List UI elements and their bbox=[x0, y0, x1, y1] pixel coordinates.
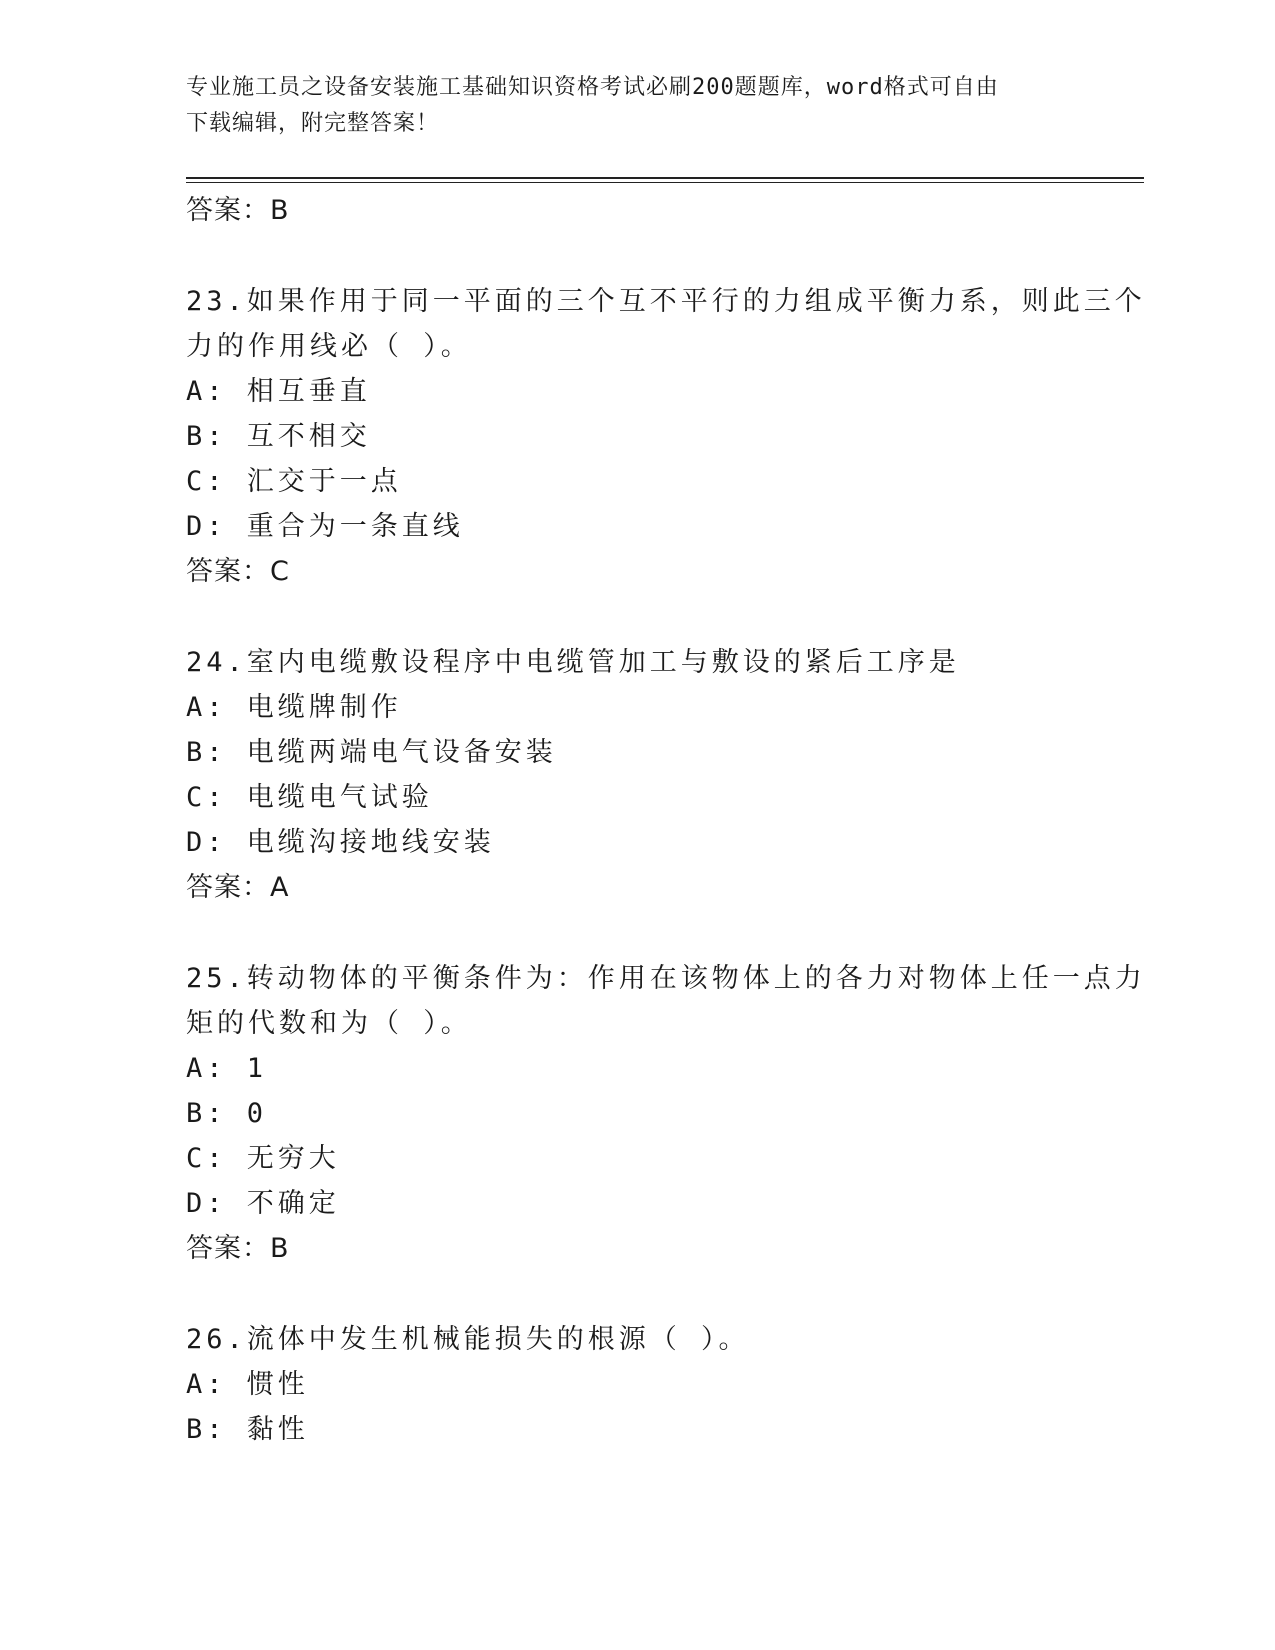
option-c: C: 无穷大 bbox=[186, 1143, 340, 1174]
question-25 bbox=[186, 956, 1146, 1271]
spacer bbox=[186, 1271, 1066, 1317]
previous-answer: 答案：B bbox=[186, 195, 290, 226]
question-text-line: 23.如果作用于同一平面的三个互不平行的力组成平衡力系，则此三个 bbox=[186, 286, 1146, 317]
question-text-line: 25.转动物体的平衡条件为：作用在该物体上的各力对物体上任一点力 bbox=[186, 963, 1146, 994]
option-a: A: 1 bbox=[186, 1053, 268, 1084]
header-line-2: 下载编辑，附完整答案！ bbox=[186, 111, 440, 136]
document-header bbox=[186, 70, 1066, 142]
question-24 bbox=[186, 640, 1066, 910]
question-text-line: 24.室内电缆敷设程序中电缆管加工与敷设的紧后工序是 bbox=[186, 647, 960, 678]
answer: 答案：A bbox=[186, 872, 290, 903]
header-divider-thin bbox=[186, 182, 1144, 183]
option-d: D: 不确定 bbox=[186, 1188, 340, 1219]
answer: 答案：B bbox=[186, 1233, 290, 1264]
spacer bbox=[186, 910, 1066, 956]
question-list bbox=[186, 188, 1146, 1452]
header-divider-thick bbox=[186, 177, 1144, 179]
option-a: A: 电缆牌制作 bbox=[186, 692, 402, 723]
option-d: D: 电缆沟接地线安装 bbox=[186, 827, 495, 858]
header-line-1: 专业施工员之设备安装施工基础知识资格考试必刷200题题库，word格式可自由 bbox=[186, 75, 999, 100]
question-text-line: 矩的代数和为（ ）。 bbox=[186, 1008, 472, 1039]
option-b: B: 互不相交 bbox=[186, 421, 371, 452]
option-d: D: 重合为一条直线 bbox=[186, 511, 464, 542]
option-a: A: 相互垂直 bbox=[186, 376, 371, 407]
question-text-line: 26.流体中发生机械能损失的根源（ ）。 bbox=[186, 1324, 750, 1355]
question-26 bbox=[186, 1317, 1066, 1452]
spacer bbox=[186, 594, 1066, 640]
answer: 答案：C bbox=[186, 556, 290, 587]
option-b: B: 0 bbox=[186, 1098, 268, 1129]
option-a: A: 惯性 bbox=[186, 1369, 309, 1400]
question-23 bbox=[186, 279, 1146, 594]
option-b: B: 黏性 bbox=[186, 1414, 309, 1445]
option-c: C: 汇交于一点 bbox=[186, 466, 402, 497]
spacer bbox=[186, 233, 1066, 279]
option-b: B: 电缆两端电气设备安装 bbox=[186, 737, 557, 768]
option-c: C: 电缆电气试验 bbox=[186, 782, 433, 813]
question-text-line: 力的作用线必（ ）。 bbox=[186, 331, 472, 362]
